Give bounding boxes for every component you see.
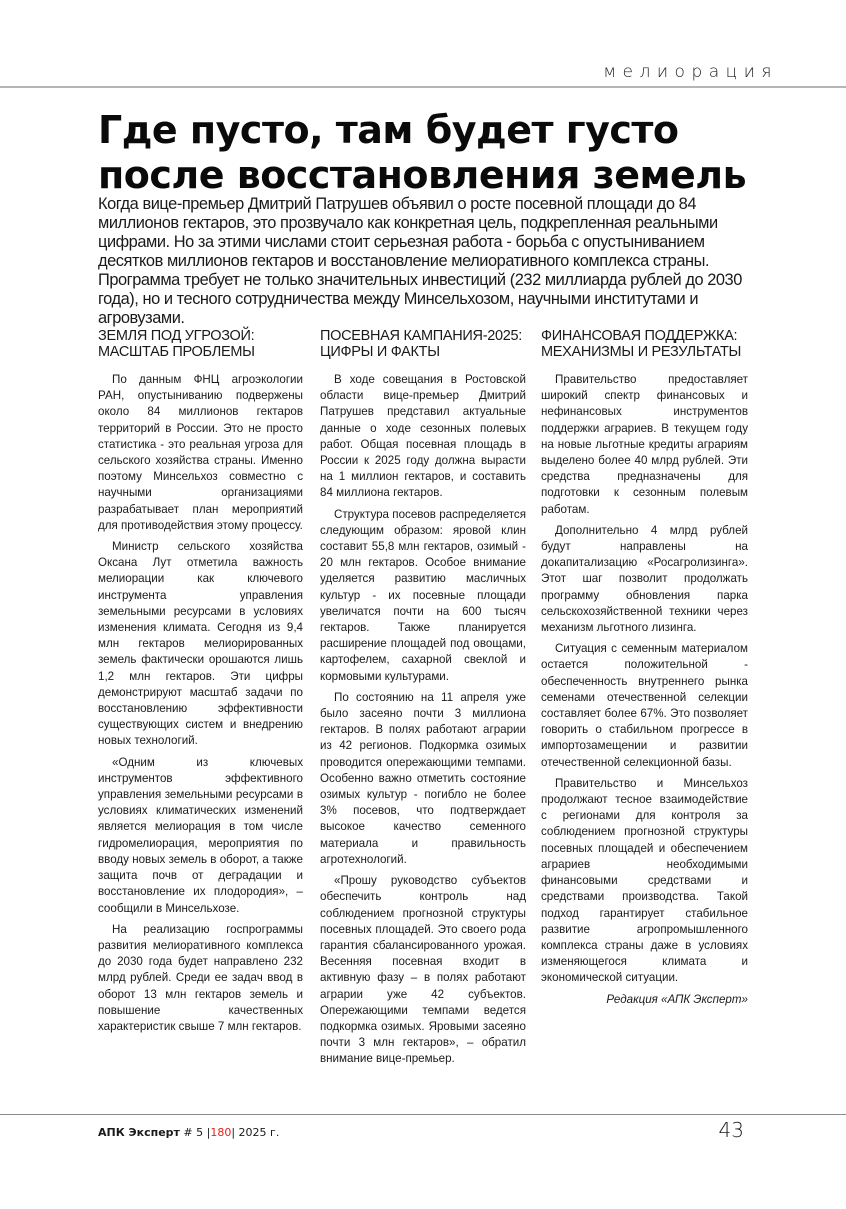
paragraph: Правительство предоставляет широкий спектр финансовых и нефинансовых инструментов поддержки аграриев. В текущем году на новые льготные кредиты аграриям выделено более 40 млрд рублей. Эти средства предназначены для подготовки к сезонным полевым работам. [541,373,748,516]
title-line-2: после восстановления земель [98,153,747,197]
paragraph: Дополнительно 4 млрд рублей будут направлены на докапитализацию «Росагролизинга». Этот шаг позволит продолжать программу обновления парка сельскохозяйственной техники через механизм льготного лизинга. [541,523,748,635]
column-sowing-campaign [320,328,526,1073]
paragraph: Структура посевов распределяется следующим образом: яровой клин составит 55,8 млн гектаров, озимый - 20 млн гектаров. Особое внимание уделяется развитию масличных культур - их посевные площади увеличатся почти на 600 тысяч гектаров. Также планируется расширение площадей под овощами, картофелем, сахарной свеклой и кормовыми культурами. [320,507,526,683]
paragraph: Министр сельского хозяйства Оксана Лут отметила важность мелиорации как ключевого инструмента управления земельными ресурсами в условиях изменения климата. Сегодня из 9,4 млн гектаров мелиорированных земель фактически орошаются лишь 1,2 млн гектаров. Эти цифры демонстрируют масштаб задачи по восстановлению эффективности существующих систем и внедрению новых технологий. [98,540,303,748]
issue-total-number: 180 [210,1126,232,1139]
paragraph: Правительство и Минсельхоз продолжают тесное взаимодействие с регионами для контроля за соблюдением прогнозной структуры посевных площадей и обеспечением аграриев необходимыми финансовыми средствами и средствами производства. Такой подход гарантирует стабильное развитие агропромышленного комплекса страны даже в условиях изменяющегося климата и экономической ситуации. [541,776,748,985]
paragraph: «Прошу руководство субъектов обеспечить контроль над соблюдением прогнозной структуры посевных площадей. Это своего рода гарантия сбалансированного урожая. Весенняя посевная входит в активную фазу – в полях работают аграрии уже 42 субъектов. Опережающими темпами ведется подкормка озимых. Яровыми засеяно почти 3 млн гектаров», – обратил внимание вице-премьер. [320,874,526,1066]
header-divider [0,86,846,88]
title-line-1: Где пусто, там будет густо [98,108,679,152]
article-title [98,108,778,198]
column-heading: ФИНАНСОВАЯ ПОДДЕРЖКА: МЕХАНИЗМЫ И РЕЗУЛЬТАТЫ [541,328,742,360]
footer-divider [0,1114,846,1115]
page-number: 43 [718,1118,744,1142]
paragraph: Ситуация с семенным материалом остается положительной - обеспеченность внутреннего рынка семенами отечественной селекции составляет более 67%. Это позволяет говорить о стабильном прогрессе в импортозамещении и развитии отечественной селекционной базы. [541,642,748,769]
paragraph: На реализацию госпрограммы развития мелиоративного комплекса до 2030 года будет направлено 232 млрд рублей. Среди ее задач ввод в оборот 13 млн гектаров земель и повышение качественных характеристик свыше 7 млн гектаров. [98,922,303,1033]
paragraph: «Одним из ключевых инструментов эффективного управления земельными ресурсами в условиях климатических изменений является мелиорация в том числе гидромелиорация, мероприятия по вводу новых земель в оборот, а также защита почв от деградации и восстановление их плодородия», – сообщили в Минсельхозе. [98,755,303,915]
article-lead: Когда вице-премьер Дмитрий Патрушев объявил о росте посевной площади до 84 миллионов гектаров, это прозвучало как конкретная цель, подкрепленная реальными цифрами. Но за этими числами стоит серьезная работа - борьба с опустыниванием десятков миллионов гектаров и восстановление мелиоративного комплекса страны. Программа требует не только значительных инвестиций (232 миллиарда рублей до 2030 года), но и тесного сотрудничества между Минсельхозом, научными институтами и агровузами. [98,195,742,327]
column-land-threat [98,328,303,1040]
footer-issue-info [98,1126,279,1139]
paragraph: По данным ФНЦ агроэкологии РАН, опустыниванию подвержены около 84 миллионов гектаров территорий в России. Это не просто статистика - это реальная угроза для сельского хозяйства страны. Именно поэтому Минсельхоз совместно с научными организациями разрабатывает план мероприятий для противодействия этому процессу. [98,373,303,532]
issue-number: # 5 | [179,1126,211,1139]
column-financial-support [541,328,748,1008]
paragraph: В ходе совещания в Ростовской области вице-премьер Дмитрий Патрушев представил актуальные данные о ходе сезонных полевых работ. Общая посевная площадь в России к 2025 году должна вырасти на 1 миллион гектаров, и составить 84 миллиона гектаров. [320,373,526,500]
article-signature: Редакция «АПК Эксперт» [606,992,748,1006]
paragraph: По состоянию на 11 апреля уже было засеяно почти 3 миллиона гектаров. В полях работают аграрии из 42 регионов. Подкормка озимых проводится опережающими темпами. Особенно важно отметить состояние озимых культур - погибло не более 3% посевов, что подтверждает высокое качество семенного материала и правильность агротехнологий. [320,690,526,866]
magazine-name: АПК Эксперт [98,1126,180,1139]
column-heading: ЗЕМЛЯ ПОД УГРОЗОЙ: МАСШТАБ ПРОБЛЕМЫ [98,328,255,360]
column-heading: ПОСЕВНАЯ КАМПАНИЯ-2025: ЦИФРЫ И ФАКТЫ [320,328,523,360]
issue-year: | 2025 г. [231,1126,280,1139]
section-rubric: мелиорация [603,62,778,82]
